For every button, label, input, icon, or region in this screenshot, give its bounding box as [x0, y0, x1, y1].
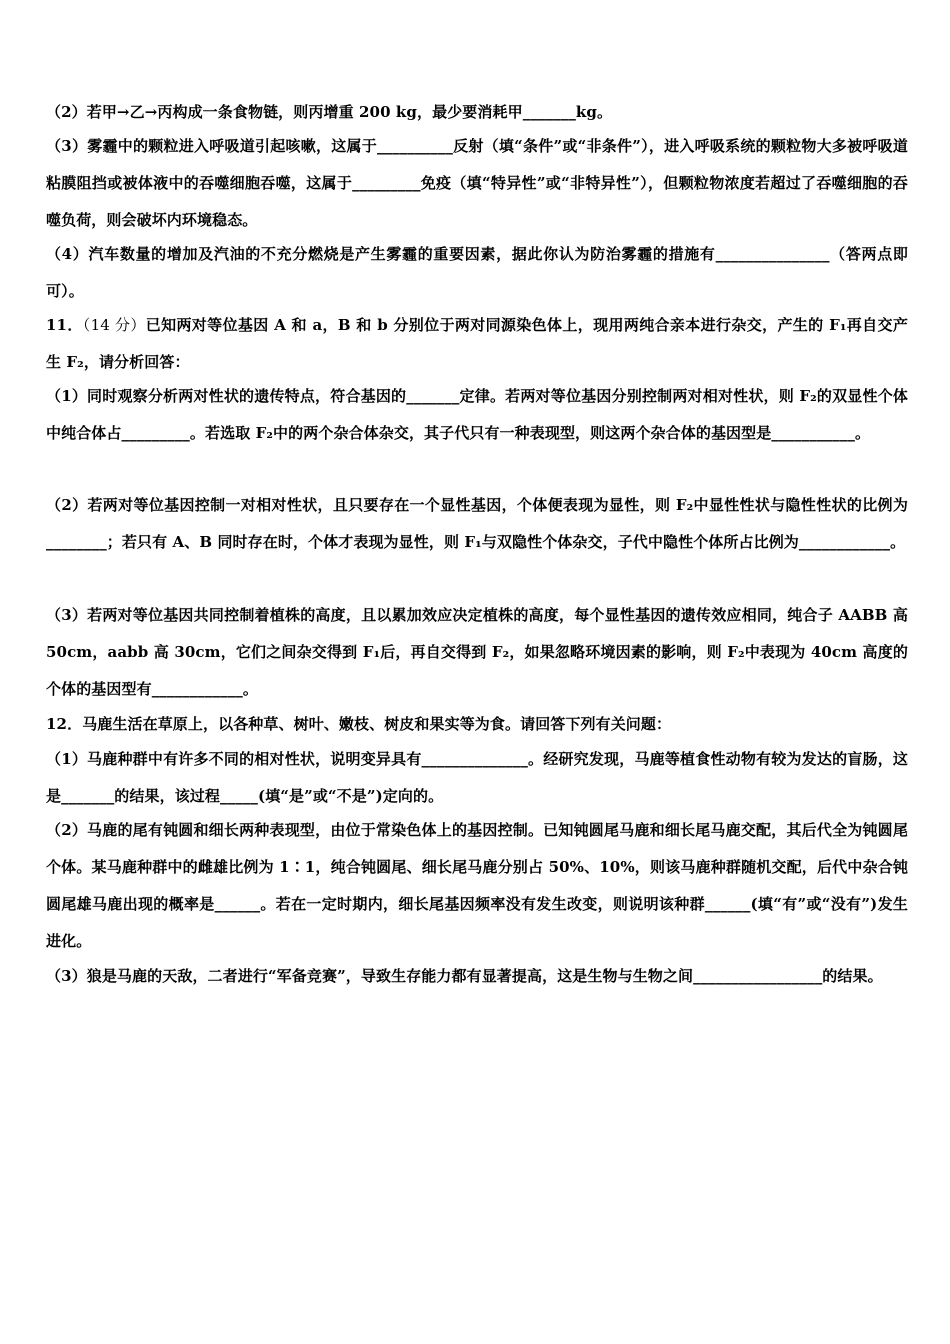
- q11-marks: （14 分）: [82, 316, 146, 334]
- q12-part1: （1）马鹿种群中有许多不同的相对性状，说明变异具有______________。经研究发现，马鹿等植食性动物有较为发达的盲肠，这是_______的结果，该过程_____(填“是”或“不是”)定向的。: [46, 750, 908, 805]
- q11-part3: （3）若两对等位基因共同控制着植株的高度，且以累加效应决定植株的高度，每个显性基因的遗传效应相同，纯合子 AABB 高 50cm，aabb 高 30cm，它们之间杂交得到 F₁后，再自交得到 F₂，如果忽略环境因素的影响，则 F₂中表现为 40cm 高度的个体的基因型有____________。: [46, 606, 908, 698]
- q11-stem-block: [46, 307, 908, 381]
- q12-number: 12．: [46, 715, 83, 733]
- q11-part1: （1）同时观察分析两对性状的遗传特点，符合基因的_______定律。若两对等位基因分别控制两对相对性状，则 F₂的双显性个体中纯合体占_________。若选取 F₂中的两个杂合体杂交，其子代只有一种表现型，则这两个杂合体的基因型是___________。: [46, 387, 908, 442]
- q10-part2: （2）若甲→乙→丙构成一条食物链，则丙增重 200 kg，最少要消耗甲_______kg。: [46, 103, 613, 121]
- q12-part2: （2）马鹿的尾有钝圆和细长两种表现型，由位于常染色体上的基因控制。已知钝圆尾马鹿和细长尾马鹿交配，其后代全为钝圆尾个体。某马鹿种群中的雌雄比例为 1∶1，纯合钝圆尾、细长尾马鹿分别占 50%、10%，则该马鹿种群随机交配，后代中杂合钝圆尾雄马鹿出现的概率是______。若在一定时期内，细长尾基因频率没有发生改变，则说明该种群______(填“有”或“没有”)发生进化。: [46, 821, 908, 950]
- q12-stem-block: [46, 706, 908, 743]
- q12-stem: 马鹿生活在草原上，以各种草、树叶、嫩枝、树皮和果实等为食。请回答下列有关问题：: [82, 715, 672, 733]
- q12-part3: （3）狼是马鹿的天敌，二者进行“军备竞赛”，导致生存能力都有显著提高，这是生物与生物之间_________________的结果。: [46, 967, 883, 985]
- q11-stem: 已知两对等位基因 A 和 a，B 和 b 分别位于两对同源染色体上，现用两纯合亲本进行杂交，产生的 F₁再自交产生 F₂，请分析回答：: [46, 316, 908, 371]
- q10-part3: （3）雾霾中的颗粒进入呼吸道引起咳嗽，这属于__________反射（填“条件”或“非条件”），进入呼吸系统的颗粒物大多被呼吸道粘膜阻挡或被体液中的吞噬细胞吞噬，这属于_________免疫（填“特异性”或“非特异性”），但颗粒物浓度若超过了吞噬细胞的吞噬负荷，则会破坏内环境稳态。: [46, 137, 908, 229]
- q10-part4: （4）汽车数量的增加及汽油的不充分燃烧是产生雾霾的重要因素，据此你认为防治雾霾的措施有_______________（答两点即可）。: [46, 245, 908, 300]
- q11-number: 11．: [46, 316, 83, 334]
- q11-part2: （2）若两对等位基因控制一对相对性状，且只要存在一个显性基因，个体便表现为显性，则 F₂中显性性状与隐性性状的比例为________；若只有 A、B 同时存在时，个体才表现为显性，则 F₁与双隐性个体杂交，子代中隐性个体所占比例为____________。: [46, 496, 908, 551]
